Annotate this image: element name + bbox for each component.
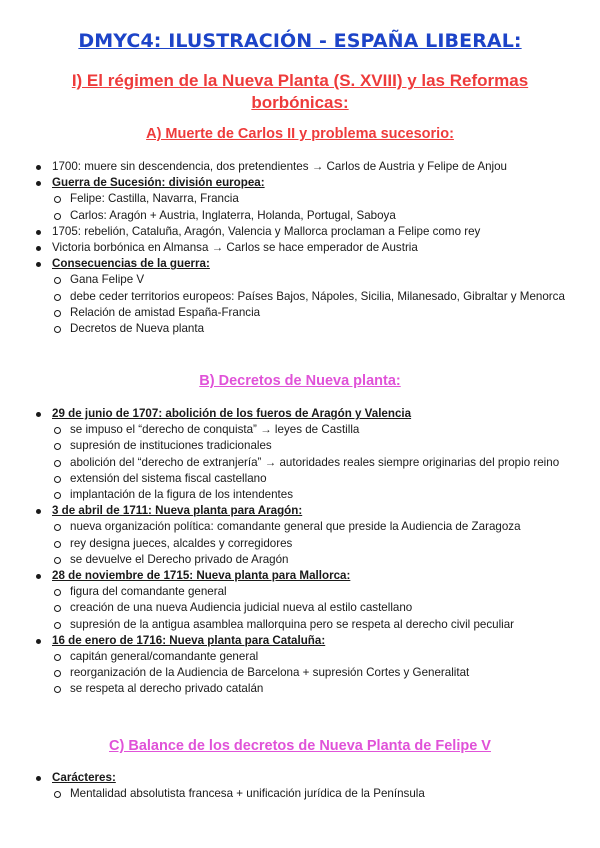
subsection-heading-c: C) Balance de los decretos de Nueva Planta de Felipe V [109,738,491,754]
sub-list-item: implantación de la figura de los intendentes [34,487,568,503]
list-item: Guerra de Sucesión: división europea: [34,175,568,191]
sub-list-item: nueva organización política: comandante general que preside la Audiencia de Zaragoza [34,519,568,535]
subsection-heading-a: A) Muerte de Carlos II y problema sucesorio: [146,126,454,142]
bullet-list-a [34,159,568,337]
sub-list-item: figura del comandante general [34,584,568,600]
list-item: 1705: rebelión, Cataluña, Aragón, Valencia y Mallorca proclaman a Felipe como rey [34,224,568,240]
sub-list-item: se respeta al derecho privado catalán [34,681,568,697]
sub-list-item: Carlos: Aragón + Austria, Inglaterra, Holanda, Portugal, Saboya [34,208,568,224]
list-item: Carácteres: [34,770,568,786]
sub-list-item: capitán general/comandante general [34,649,568,665]
sub-list-item: Gana Felipe V [34,272,568,288]
sub-list-item: extensión del sistema fiscal castellano [34,471,568,487]
sub-list-item: supresión de la antigua asamblea mallorquina pero se respeta al derecho civil peculiar [34,617,568,633]
sub-list-item: creación de una nueva Audiencia judicial nueva al estilo castellano [34,600,568,616]
list-item: 28 de noviembre de 1715: Nueva planta para Mallorca: [34,568,568,584]
sub-list-item: supresión de instituciones tradicionales [34,438,568,454]
list-item: 29 de junio de 1707: abolición de los fueros de Aragón y Valencia [34,406,568,422]
sub-list-item: reorganización de la Audiencia de Barcelona + supresión Cortes y Generalitat [34,665,568,681]
sub-list-item: se impuso el “derecho de conquista” → leyes de Castilla [34,422,568,438]
document-title: DMYC4: ILUSTRACIÓN - ESPAÑA LIBERAL: [78,30,522,52]
sub-list-item: abolición del “derecho de extranjería” → autoridades reales siempre originarias del propio reino [34,455,568,471]
list-item: Consecuencias de la guerra: [34,256,568,272]
bullet-list-c [34,770,568,802]
sub-list-item: Decretos de Nueva planta [34,321,568,337]
subsection-heading-b: B) Decretos de Nueva planta: [199,373,401,389]
bullet-list-b [34,406,568,698]
list-item: Victoria borbónica en Almansa → Carlos se hace emperador de Austria [34,240,568,256]
sub-list-item: Mentalidad absolutista francesa + unificación jurídica de la Península [34,786,568,802]
list-item: 3 de abril de 1711: Nueva planta para Aragón: [34,503,568,519]
sub-list-item: Relación de amistad España-Francia [34,305,568,321]
section-heading-1: I) El régimen de la Nueva Planta (S. XVIII) y las Reformas borbónicas: [71,71,529,112]
sub-list-item: se devuelve el Derecho privado de Aragón [34,552,568,568]
sub-list-item: Felipe: Castilla, Navarra, Francia [34,191,568,207]
sub-list-item: rey designa jueces, alcaldes y corregidores [34,536,568,552]
list-item: 16 de enero de 1716: Nueva planta para Cataluña: [34,633,568,649]
sub-list-item: debe ceder territorios europeos: Países Bajos, Nápoles, Sicilia, Milanesado, Gibraltar y Menorca [34,289,568,305]
list-item: 1700: muere sin descendencia, dos pretendientes → Carlos de Austria y Felipe de Anjou [34,159,568,175]
